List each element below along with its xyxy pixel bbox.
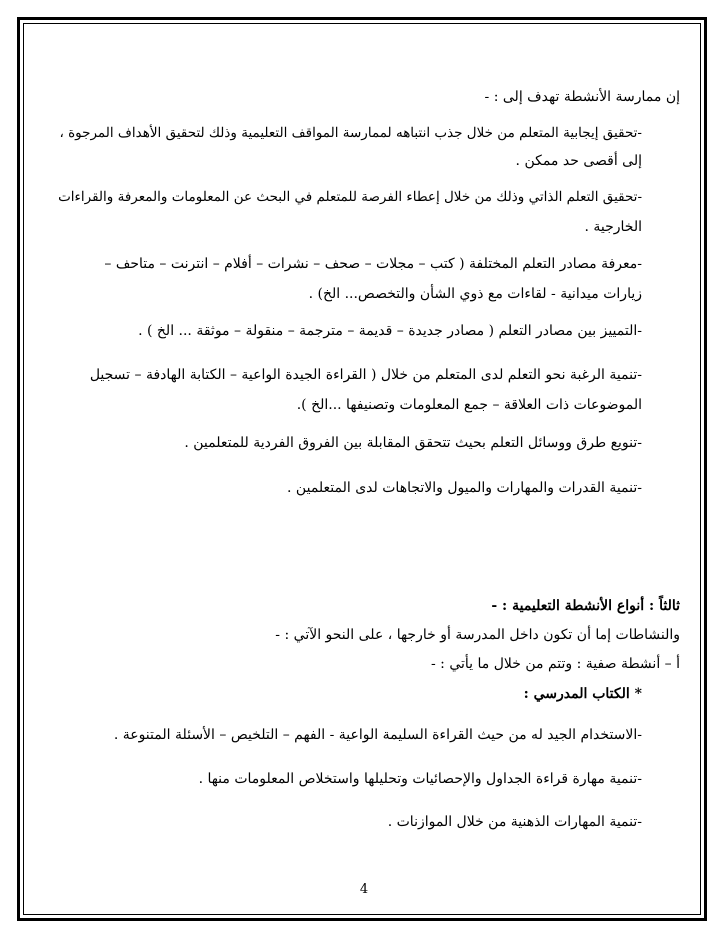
bullet-line: -تنمية مهارة قراءة الجداول والإحصائيات وتحليلها واستخلاص المعلومات منها . — [198, 771, 642, 787]
section-heading: ثالثاً : أنواع الأنشطة التعليمية : - — [491, 598, 680, 614]
bullet-line: -تنمية المهارات الذهنية من خلال الموازنات . — [387, 814, 642, 830]
bullet-line: -تنمية الرغبة نحو التعلم لدى المتعلم من خلال ( القراءة الجيدة الواعية – الكتابة الهادفة – تسجيل — [89, 367, 642, 383]
intro-line: إن ممارسة الأنشطة تهدف إلى : - — [484, 89, 680, 105]
bullet-line: -تنمية القدرات والمهارات والميول والاتجاهات لدى المتعلمين . — [287, 480, 642, 496]
bullet-line: -تحقيق إيجابية المتعلم من خلال جذب انتباهه لممارسة المواقف التعليمية وذلك لتحقيق الأهداف المرجوة ، — [59, 125, 642, 141]
section-intro: والنشاطات إما أن تكون داخل المدرسة أو خارجها ، على النحو الآتي : - — [275, 627, 680, 643]
bullet-continuation: الخارجية . — [584, 219, 642, 235]
bullet-line: -تحقيق التعلم الذاتي وذلك من خلال إعطاء الفرصة للمتعلم في البحث عن المعلومات والمعرفة والقراءات — [58, 189, 642, 205]
bullet-continuation: زيارات ميدانية - لقاءات مع ذوي الشأن والتخصص... الخ) . — [308, 286, 642, 302]
bullet-line: -الاستخدام الجيد له من حيث القراءة السليمة الواعية - الفهم – التلخيص – الأسئلة المتنوعة . — [113, 727, 642, 743]
bullet-line: -معرفة مصادر التعلم المختلفة ( كتب – مجلات – صحف – نشرات – أفلام – انترنت – متاحف – — [104, 256, 642, 272]
bullet-continuation: الموضوعات ذات العلاقة – جمع المعلومات وتصنيفها ...الخ ). — [296, 397, 642, 413]
subsection-title: * الكتاب المدرسي : — [523, 686, 642, 702]
bullet-line: -التمييز بين مصادر التعلم ( مصادر جديدة – قديمة – مترجمة – منقولة – موثقة ... الخ ) . — [138, 323, 642, 339]
page-number: 4 — [359, 882, 369, 897]
bullet-continuation: إلى أقصى حد ممكن . — [515, 153, 642, 169]
bullet-line: -تنويع طرق ووسائل التعلم بحيث تتحقق المقابلة بين الفروق الفردية للمتعلمين . — [184, 435, 642, 451]
subsection-heading: أ – أنشطة صفية : وتتم من خلال ما يأتي : - — [431, 656, 680, 672]
